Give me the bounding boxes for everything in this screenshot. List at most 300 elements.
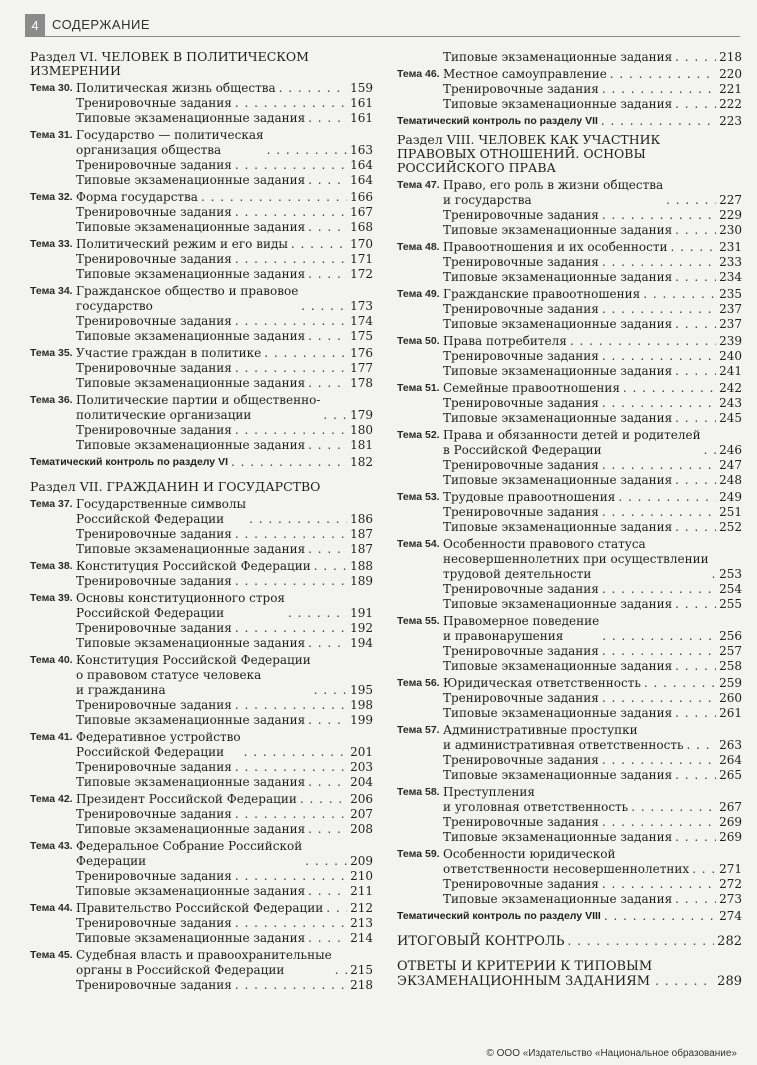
toc-subentry[interactable] [30, 621, 373, 636]
entry-title-line: Правительство Российской Федерации [76, 901, 324, 915]
toc-subentry[interactable] [397, 302, 742, 317]
subentry-label: Тренировочные задания [76, 158, 232, 172]
entry-title-line: Судебная власть и правоохранительные [76, 948, 332, 962]
thematic-control-entry[interactable] [397, 114, 742, 129]
entry-title-line: Правомерное поведение [443, 614, 600, 628]
dot-leader [570, 334, 716, 349]
subentry-label: Типовые экзаменационные задания [76, 822, 306, 836]
topic-number: Тема 31. [30, 129, 73, 141]
topic-body [443, 785, 742, 815]
subentry-label: Тренировочные задания [76, 252, 232, 266]
entry-title-line: и правонарушения [443, 629, 564, 643]
page-ref: 192 [350, 621, 373, 635]
dot-leader [308, 822, 347, 837]
dot-leader [308, 775, 347, 790]
entry-title-lines [443, 723, 684, 753]
dot-leader [602, 505, 716, 520]
dot-leader [314, 559, 347, 574]
page-ref: 168 [350, 220, 373, 234]
toc-subentry[interactable] [397, 97, 742, 112]
toc-subentry[interactable] [30, 760, 373, 775]
dot-leader [231, 455, 347, 470]
toc-subentry[interactable] [30, 884, 373, 899]
page-ref: 258 [719, 659, 742, 673]
page-ref: 171 [350, 252, 373, 266]
dot-leader [601, 114, 716, 129]
toc-subentry[interactable] [30, 713, 373, 728]
toc-subentry[interactable] [397, 815, 742, 830]
page-ref: 199 [350, 713, 373, 727]
topic-body [443, 287, 742, 302]
topic-body [76, 81, 373, 96]
dot-leader [618, 490, 716, 505]
toc-subentry[interactable] [397, 411, 742, 426]
page-header [0, 0, 757, 40]
subentry-label: Типовые экзаменационные задания [443, 317, 673, 331]
dot-leader [675, 659, 716, 674]
page-ref: 180 [350, 423, 373, 437]
entry-title-line: ОТВЕТЫ И КРИТЕРИИ К ТИПОВЫМ [397, 959, 653, 974]
dot-leader [602, 753, 716, 768]
toc-subentry[interactable] [397, 520, 742, 535]
page-ref: 248 [719, 473, 742, 487]
dot-leader [602, 208, 716, 223]
entry-title-lines [443, 490, 615, 505]
toc-topic-entry[interactable] [397, 676, 742, 691]
toc-topic-entry[interactable] [30, 393, 373, 423]
dot-leader [602, 458, 716, 473]
dot-leader [235, 869, 347, 884]
toc-subentry[interactable] [397, 830, 742, 845]
page-ref: 176 [350, 346, 373, 360]
toc-topic-entry[interactable] [30, 559, 373, 574]
subentry-label: Типовые экзаменационные задания [76, 173, 306, 187]
toc-subentry[interactable] [397, 706, 742, 721]
toc-subentry[interactable] [30, 267, 373, 282]
topic-body [443, 428, 742, 458]
final-section-entry[interactable] [397, 934, 742, 949]
toc-subentry[interactable] [397, 223, 742, 238]
topic-body [443, 67, 742, 82]
dot-leader [666, 193, 716, 208]
dot-leader [675, 50, 716, 65]
dot-leader [602, 815, 716, 830]
page-ref: 213 [350, 916, 373, 930]
dot-leader [308, 636, 347, 651]
entry-title-line: Административные проступки [443, 723, 638, 737]
dot-leader [308, 376, 347, 391]
dot-leader [235, 978, 347, 993]
page-ref: 233 [719, 255, 742, 269]
subentry-label: Тренировочные задания [443, 877, 599, 891]
section-heading-line: ИЗМЕРЕНИИ [30, 63, 121, 78]
entry-title-line: и уголовная ответственность [443, 800, 629, 814]
toc-subentry[interactable] [30, 173, 373, 188]
toc-subentry[interactable] [397, 892, 742, 907]
entry-title-lines [443, 178, 663, 208]
entry-title-lines [76, 901, 323, 916]
subentry-label: Тренировочные задания [76, 698, 232, 712]
entry-title-line: организация общества [76, 143, 222, 157]
topic-number: Тема 46. [397, 68, 440, 80]
topic-body [443, 537, 742, 582]
dot-leader [675, 317, 716, 332]
toc-subentry[interactable] [30, 916, 373, 931]
toc-subentry[interactable] [397, 473, 742, 488]
entry-title-line: Политический режим и его виды [76, 237, 288, 251]
dot-leader [675, 223, 716, 238]
page-ref: 223 [719, 114, 742, 128]
dot-leader [602, 644, 716, 659]
dot-leader [235, 158, 347, 173]
dot-leader [235, 760, 347, 775]
dot-leader [235, 361, 347, 376]
entry-title-lines [76, 128, 264, 158]
toc-topic-entry[interactable] [397, 381, 742, 396]
subentry-label: Типовые экзаменационные задания [76, 267, 306, 281]
dot-leader [604, 909, 716, 924]
toc-topic-entry[interactable] [30, 497, 373, 527]
dot-leader [670, 240, 716, 255]
entry-title-lines [443, 428, 701, 458]
toc-subentry[interactable] [30, 978, 373, 993]
subentry-label: Типовые экзаменационные задания [76, 931, 306, 945]
page-ref: 174 [350, 314, 373, 328]
toc-subentry[interactable] [397, 349, 742, 364]
toc-subentry[interactable] [30, 807, 373, 822]
page-ref: 211 [350, 884, 373, 898]
toc-subentry[interactable] [397, 597, 742, 612]
toc-column-left [30, 50, 373, 993]
subentry-label: Тренировочные задания [443, 505, 599, 519]
topic-number: Тема 54. [397, 538, 440, 550]
dot-leader [305, 854, 347, 869]
toc-subentry[interactable] [397, 82, 742, 97]
page-ref: 194 [350, 636, 373, 650]
subentry-label: Типовые экзаменационные задания [76, 376, 306, 390]
entry-title-line: Гражданские правоотношения [443, 287, 641, 301]
topic-body [443, 240, 742, 255]
subentry-label: Тренировочные задания [443, 753, 599, 767]
toc-subentry[interactable] [397, 691, 742, 706]
entry-title-lines [397, 934, 564, 949]
topic-body [443, 723, 742, 753]
entry-title-line: Права потребителя [443, 334, 567, 348]
final-section-entry[interactable] [397, 959, 742, 989]
topic-body [76, 839, 373, 869]
dot-leader [602, 82, 716, 97]
dot-leader [308, 931, 347, 946]
entry-title-line: ИТОГОВЫЙ КОНТРОЛЬ [397, 934, 565, 949]
toc-topic-entry[interactable] [397, 537, 742, 582]
subentry-label: Тренировочные задания [443, 82, 599, 96]
subentry-label: Тренировочные задания [76, 361, 232, 375]
subentry-label: Типовые экзаменационные задания [76, 438, 306, 452]
entry-title-line: политические организации [76, 408, 252, 422]
topic-number: Тема 43. [30, 840, 73, 852]
dot-leader [602, 349, 716, 364]
topic-number: Тема 53. [397, 491, 440, 503]
dot-leader [323, 408, 347, 423]
toc-subentry[interactable] [30, 822, 373, 837]
subentry-label: Типовые экзаменационные задания [76, 636, 306, 650]
entry-title-lines [76, 559, 311, 574]
dot-leader [235, 423, 347, 438]
page-number: 4 [25, 14, 45, 36]
toc-subentry[interactable] [30, 314, 373, 329]
entry-title-line: Федеральное Собрание Российской [76, 839, 303, 853]
page-ref: 222 [719, 97, 742, 111]
page-ref: 265 [719, 768, 742, 782]
toc-subentry[interactable] [397, 396, 742, 411]
toc-subentry[interactable] [30, 636, 373, 651]
page-ref: 257 [719, 644, 742, 658]
toc-subentry[interactable] [30, 775, 373, 790]
topic-body [76, 792, 373, 807]
subentry-label: Тренировочные задания [76, 574, 232, 588]
dot-leader [623, 381, 716, 396]
dot-leader [314, 683, 347, 698]
toc-subentry[interactable] [30, 111, 373, 126]
page-ref: 214 [350, 931, 373, 945]
page-ref: 261 [719, 706, 742, 720]
toc-topic-entry[interactable] [397, 428, 742, 458]
dot-leader [235, 807, 347, 822]
toc-topic-entry[interactable] [30, 190, 373, 205]
entry-title-line: в Российской Федерации [443, 443, 602, 457]
page-ref: 235 [719, 287, 742, 301]
entry-title-lines [76, 284, 298, 314]
toc-subentry[interactable] [397, 208, 742, 223]
dot-leader [300, 792, 347, 807]
toc-topic-entry[interactable] [397, 67, 742, 82]
subentry-label: Тренировочные задания [443, 208, 599, 222]
entry-title-line: Семейные правоотношения [443, 381, 620, 395]
toc-topic-entry[interactable] [30, 128, 373, 158]
entry-title-lines [443, 67, 607, 82]
entry-title-line: о правовом статусе человека [76, 668, 262, 682]
page-ref: 237 [719, 317, 742, 331]
toc-topic-entry[interactable] [30, 237, 373, 252]
toc-topic-entry[interactable] [397, 847, 742, 877]
dot-leader [235, 916, 347, 931]
toc-topic-entry[interactable] [397, 785, 742, 815]
toc-subentry[interactable] [397, 753, 742, 768]
toc-subentry[interactable] [30, 329, 373, 344]
page-ref: 170 [350, 237, 373, 251]
topic-number: Тема 33. [30, 238, 73, 250]
toc-subentry[interactable] [30, 542, 373, 557]
entry-title-line: Форма государства [76, 190, 198, 204]
subentry-label: Типовые экзаменационные задания [443, 364, 673, 378]
entry-title-line: и гражданина [76, 683, 166, 697]
toc-subentry[interactable] [30, 527, 373, 542]
page-ref: 220 [719, 67, 742, 81]
page-ref: 167 [350, 205, 373, 219]
page-ref: 206 [350, 792, 373, 806]
topic-body [76, 559, 373, 574]
toc-topic-entry[interactable] [30, 284, 373, 314]
toc-subentry[interactable] [30, 361, 373, 376]
dot-leader [308, 111, 347, 126]
toc-topic-entry[interactable] [397, 178, 742, 208]
topic-number: Тема 41. [30, 731, 73, 743]
page-ref: 186 [350, 512, 373, 526]
toc-subentry[interactable] [397, 505, 742, 520]
page-ref: 161 [350, 96, 373, 110]
toc-subentry[interactable] [30, 96, 373, 111]
toc-topic-entry[interactable] [397, 334, 742, 349]
toc-topic-entry[interactable] [30, 730, 373, 760]
page-ref: 195 [350, 683, 373, 697]
toc-topic-entry[interactable] [30, 81, 373, 96]
entry-title-line: Местное самоуправление [443, 67, 607, 81]
thematic-control-entry[interactable] [30, 455, 373, 470]
entry-title-line: Политическая жизнь общества [76, 81, 276, 95]
toc-subentry[interactable] [397, 458, 742, 473]
page-ref: 221 [719, 82, 742, 96]
dot-leader [235, 96, 347, 111]
subentry-label: Типовые экзаменационные задания [443, 892, 673, 906]
dot-leader [201, 190, 347, 205]
entry-title-line: Участие граждан в политике [76, 346, 262, 360]
page-ref: 243 [719, 396, 742, 410]
topic-body [76, 346, 373, 361]
page-ref: 204 [350, 775, 373, 789]
topic-number: Тема 58. [397, 786, 440, 798]
subentry-label: Тренировочные задания [76, 314, 232, 328]
toc-subentry[interactable] [397, 255, 742, 270]
page-ref: 207 [350, 807, 373, 821]
page-ref: 218 [719, 50, 742, 64]
subentry-label: Типовые экзаменационные задания [443, 223, 673, 237]
section-heading [30, 50, 373, 78]
page-ref: 173 [350, 299, 373, 313]
toc-subentry[interactable] [397, 364, 742, 379]
toc-topic-entry[interactable] [30, 792, 373, 807]
toc-topic-entry[interactable] [30, 591, 373, 621]
entry-title-line: Конституция Российской Федерации [76, 653, 311, 667]
toc-subentry[interactable] [30, 698, 373, 713]
toc-subentry[interactable] [30, 574, 373, 589]
dot-leader [249, 512, 347, 527]
subentry-label: Тренировочные задания [76, 760, 232, 774]
topic-number: Тема 39. [30, 592, 73, 604]
page-ref: 191 [350, 606, 373, 620]
toc-topic-entry[interactable] [397, 240, 742, 255]
subentry-label: Типовые экзаменационные задания [443, 473, 673, 487]
entry-title-line: Правоотношения и их особенности [443, 240, 668, 254]
toc-topic-entry[interactable] [397, 287, 742, 302]
topic-body [76, 284, 373, 314]
toc-subentry[interactable] [30, 205, 373, 220]
subentry-label: Тренировочные задания [76, 205, 232, 219]
toc-subentry[interactable] [30, 423, 373, 438]
dot-leader [675, 97, 716, 112]
thematic-control-entry[interactable] [397, 909, 742, 924]
entry-title-line: и государства [443, 193, 532, 207]
entry-title-lines [443, 240, 667, 255]
toc-topic-entry[interactable] [397, 490, 742, 505]
topic-body [443, 178, 742, 208]
toc-subentry[interactable] [397, 768, 742, 783]
toc-subentry[interactable] [397, 317, 742, 332]
toc-topic-entry[interactable] [30, 653, 373, 698]
subentry-label: Тренировочные задания [443, 255, 599, 269]
dot-leader [308, 713, 347, 728]
page-ref: 242 [719, 381, 742, 395]
entry-title-line: Право, его роль в жизни общества [443, 178, 664, 192]
topic-body [443, 847, 742, 877]
toc-subentry[interactable] [30, 376, 373, 391]
page-ref: 255 [719, 597, 742, 611]
page-ref: 252 [719, 520, 742, 534]
dot-leader [602, 396, 716, 411]
entry-title-line: Политические партии и общественно- [76, 393, 321, 407]
subentry-label: Типовые экзаменационные задания [443, 520, 673, 534]
entry-title-line: Права и обязанности детей и родителей [443, 428, 701, 442]
topic-number: Тема 52. [397, 429, 440, 441]
section-heading-line: РОССИЙСКОГО ПРАВА [397, 160, 557, 175]
toc-subentry[interactable] [30, 931, 373, 946]
page-ref: 227 [719, 193, 742, 207]
subentry-label: Тренировочные задания [76, 869, 232, 883]
topic-number: Тема 51. [397, 382, 440, 394]
toc-subentry[interactable] [30, 438, 373, 453]
page-ref: 161 [350, 111, 373, 125]
dot-leader [267, 143, 347, 158]
page-ref: 229 [719, 208, 742, 222]
dot-leader [675, 411, 716, 426]
toc-topic-entry[interactable] [30, 948, 373, 978]
dot-leader [675, 520, 716, 535]
page-ref: 263 [719, 738, 742, 752]
toc-subentry[interactable] [30, 220, 373, 235]
dot-leader [308, 542, 347, 557]
toc-subentry[interactable] [397, 659, 742, 674]
toc-subentry[interactable] [397, 582, 742, 597]
toc-subentry[interactable] [30, 158, 373, 173]
subentry-label: Типовые экзаменационные задания [76, 775, 306, 789]
section-heading-line: Раздел VII. ГРАЖДАНИН И ГОСУДАРСТВО [30, 479, 321, 494]
toc-subentry[interactable] [30, 869, 373, 884]
entry-title-line: Федерации [76, 854, 147, 868]
dot-leader [655, 974, 714, 989]
toc-subentry[interactable] [397, 270, 742, 285]
topic-body [76, 730, 373, 760]
page-ref: 269 [719, 830, 742, 844]
toc-topic-entry[interactable] [30, 901, 373, 916]
dot-leader [602, 629, 716, 644]
toc-topic-entry[interactable] [30, 346, 373, 361]
page-ref: 203 [350, 760, 373, 774]
copyright-footer: © ООО «Издательство «Национальное образование» [486, 1048, 737, 1059]
entry-title-lines [76, 190, 198, 205]
page-ref: 208 [350, 822, 373, 836]
dot-leader [602, 255, 716, 270]
toc-subentry[interactable] [397, 644, 742, 659]
entry-title-lines [76, 792, 297, 807]
toc-topic-entry[interactable] [397, 614, 742, 644]
toc-topic-entry[interactable] [30, 839, 373, 869]
toc-subentry[interactable] [397, 50, 742, 65]
toc-topic-entry[interactable] [397, 723, 742, 753]
toc-subentry[interactable] [30, 252, 373, 267]
page-ref: 274 [719, 909, 742, 923]
page-ref: 188 [350, 559, 373, 573]
entry-title-line: Президент Российской Федерации [76, 792, 297, 806]
toc-subentry[interactable] [397, 877, 742, 892]
